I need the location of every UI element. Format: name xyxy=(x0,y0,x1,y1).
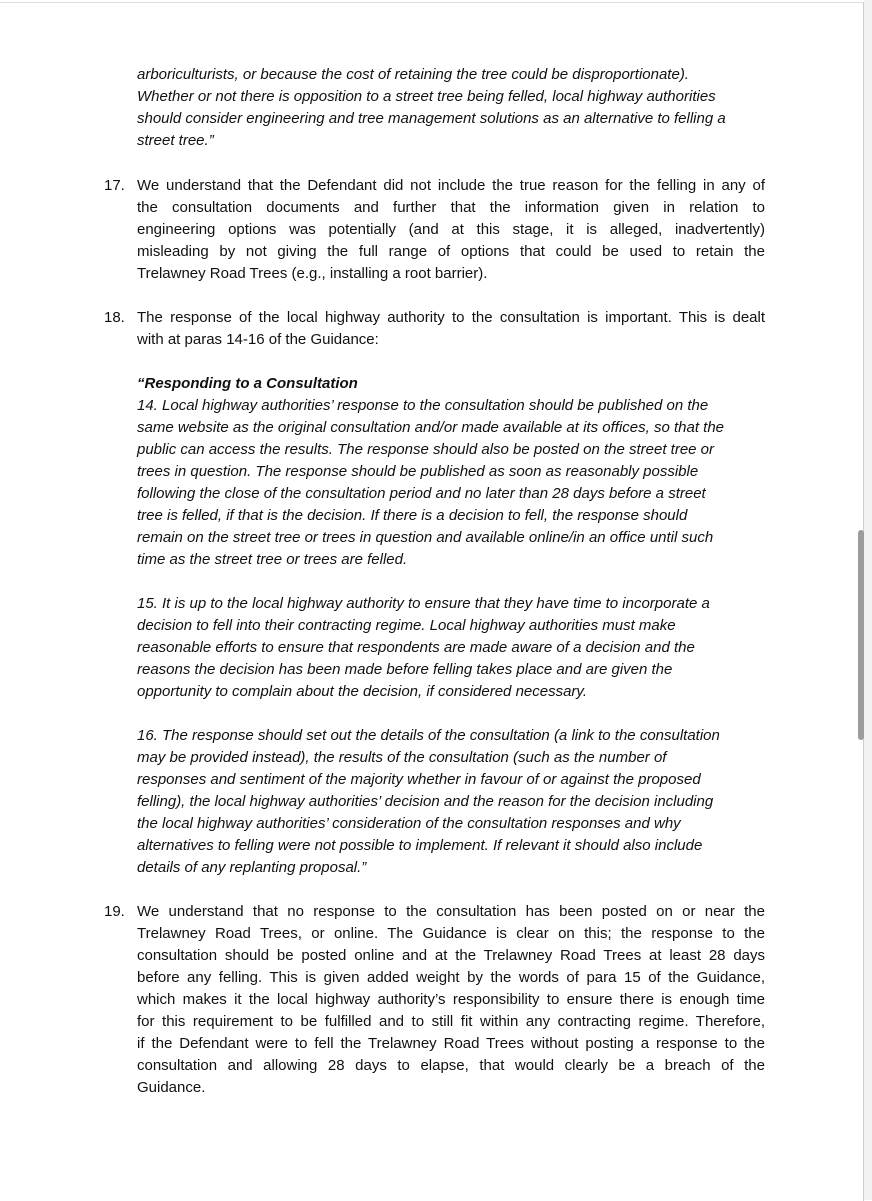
paragraph-number: 19. xyxy=(104,903,125,920)
paragraph-number: 17. xyxy=(104,177,125,194)
paragraph-number: 18. xyxy=(104,309,125,326)
paragraph-19-line: consultation and allowing 28 days to elapse, that would clearly be a breach of the xyxy=(137,1057,765,1074)
guidance-para-14-line: trees in question. The response should be published as soon as reasonably possible xyxy=(137,463,699,480)
paragraph-19-line: if the Defendant were to fell the Trelawney Road Trees without posting a response to the xyxy=(137,1035,765,1052)
scrollbar-thumb[interactable] xyxy=(858,530,864,740)
paragraph-17-line: Trelawney Road Trees (e.g., installing a root barrier). xyxy=(137,265,488,282)
guidance-para-15-line: opportunity to complain about the decision, if considered necessary. xyxy=(137,683,587,700)
paragraph-17-line: misleading by not giving the full range of options that could be used to retain the xyxy=(137,243,765,260)
guidance-para-14-line: following the close of the consultation period and no later than 28 days before a street xyxy=(137,485,706,502)
paragraph-19-line: which makes it the local highway authority’s responsibility to ensure there is enough time xyxy=(137,991,765,1008)
guidance-para-15-line: reasonable efforts to ensure that respondents are made aware of a decision and the xyxy=(137,639,695,656)
guidance-para-16-line: felling), the local highway authorities’ decision and the reason for the decision including xyxy=(137,793,714,810)
guidance-para-14-line: time as the street tree or trees are felled. xyxy=(137,551,408,568)
guidance-para-16-line: responses and sentiment of the majority whether in favour of or against the proposed xyxy=(137,771,701,788)
quote-line: arboriculturists, or because the cost of retaining the tree could be disproportionate). xyxy=(137,66,689,83)
paragraph-17-line: the consultation documents and further that the information given in relation to xyxy=(137,199,765,216)
guidance-para-14-line: public can access the results. The response should also be posted on the street tree or xyxy=(137,441,715,458)
quote-heading: “Responding to a Consultation xyxy=(137,375,358,392)
guidance-para-16-line: details of any replanting proposal.” xyxy=(137,859,367,876)
guidance-para-14-line: remain on the street tree or trees in question and available online/in an office until such xyxy=(137,529,714,546)
guidance-para-14-line: same website as the original consultation and/or made available at its offices, so that the xyxy=(137,419,724,436)
paragraph-17-line: We understand that the Defendant did not include the true reason for the felling in any of xyxy=(137,177,765,194)
guidance-para-16-line: the local highway authorities’ consideration of the consultation responses and why xyxy=(137,815,681,832)
quote-line: Whether or not there is opposition to a street tree being felled, local highway authorities xyxy=(137,88,716,105)
paragraph-19-line: before any felling. This is given added weight by the words of para 15 of the Guidance, xyxy=(137,969,765,986)
guidance-para-16-line: alternatives to felling were not possible to implement. If relevant it should also include xyxy=(137,837,703,854)
paragraph-17-line: engineering options was potentially (and at this stage, it is alleged, inadvertently) xyxy=(137,221,765,238)
scrollbar-track[interactable] xyxy=(864,0,872,1200)
guidance-para-14-line: 14. Local highway authorities’ response to the consultation should be published on the xyxy=(137,397,709,414)
quote-line: should consider engineering and tree management solutions as an alternative to felling a xyxy=(137,110,726,127)
paragraph-18-line: with at paras 14-16 of the Guidance: xyxy=(137,331,379,348)
quote-line: street tree.” xyxy=(137,132,214,149)
guidance-para-16-line: 16. The response should set out the details of the consultation (a link to the consultation xyxy=(137,727,720,744)
paragraph-18-line: The response of the local highway authority to the consultation is important. This is dealt xyxy=(137,309,765,326)
paragraph-19-line: We understand that no response to the consultation has been posted on or near the xyxy=(137,903,765,920)
paragraph-19-line: consultation should be posted online and at the Trelawney Road Trees at least 28 days xyxy=(137,947,765,964)
guidance-para-15-line: 15. It is up to the local highway authority to ensure that they have time to incorporate a xyxy=(137,595,710,612)
paragraph-19-line: Guidance. xyxy=(137,1079,206,1096)
guidance-para-14-line: tree is felled, if that is the decision. If there is a decision to fell, the response should xyxy=(137,507,688,524)
guidance-para-15-line: reasons the decision has been made before felling takes place and are given the xyxy=(137,661,673,678)
guidance-para-16-line: may be provided instead), the results of the consultation (such as the number of xyxy=(137,749,667,766)
guidance-para-15-line: decision to fell into their contracting regime. Local highway authorities must make xyxy=(137,617,676,634)
paragraph-19-line: Trelawney Road Trees, or online. The Guidance is clear on this; the response to the xyxy=(137,925,765,942)
paragraph-19-line: for this requirement to be fulfilled and to still fit within any contracting regime. Therefore, xyxy=(137,1013,765,1030)
